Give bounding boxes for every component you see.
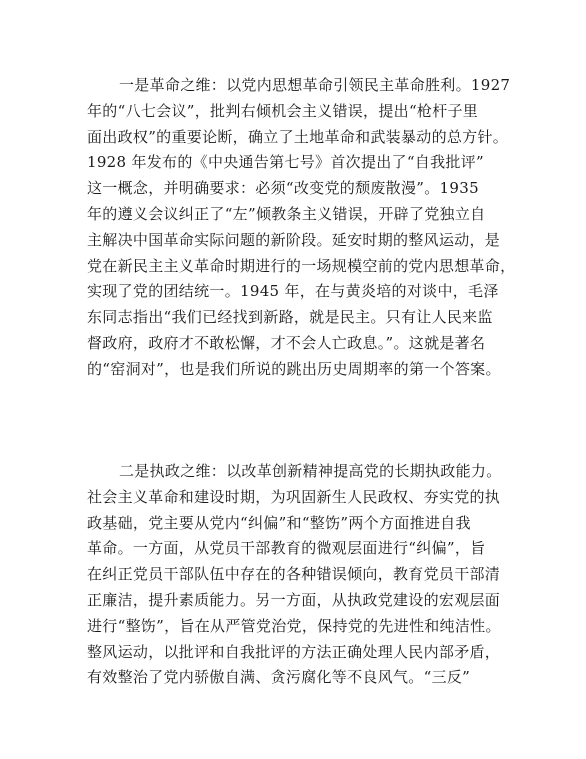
text-line: 1928 年发布的《中央通告第七号》首次提出了“自我批评” — [87, 153, 484, 172]
paragraph-revolution — [87, 73, 527, 383]
text-line: 在纠正党员干部队伍中存在的各种错误倾向，教育党员干部清 — [87, 565, 501, 584]
text-line: 革命。一方面，从党员干部教育的微观层面进行“纠偏”，旨 — [87, 539, 486, 558]
text-line: 的“窑洞对”，也是我们所说的跳出历史周期率的第一个答案。 — [87, 359, 501, 378]
text-line: 实现了党的团结统一。1945 年，在与黄炎培的对谈中，毛泽 — [87, 282, 499, 301]
text-line: 政基础，党主要从党内“纠偏”和“整饬”两个方面推进自我 — [87, 513, 471, 532]
paragraph-governance — [87, 459, 527, 691]
text-line: 进行“整饬”，旨在从严管党治党，保持党的先进性和纯洁性。 — [87, 616, 501, 635]
text-line: 面出政权”的重要论断，确立了土地革命和武装暴动的总方针。 — [87, 127, 509, 146]
text-line: 正廉洁，提升素质能力。另一方面，从执政党建设的宏观层面 — [87, 590, 501, 609]
text-line: 年的遵义会议纠正了“左”倾教条主义错误，开辟了党独立自 — [87, 204, 486, 223]
text-line: 整风运动，以批评和自我批评的方法正确处理人民内部矛盾， — [87, 642, 501, 661]
text-line: 这一概念，并明确要求：必须“改变党的颓废散漫”。1935 — [87, 179, 479, 198]
text-line: 二是执政之维：以改革创新精神提高党的长期执政能力。 — [119, 462, 502, 480]
text-line: 社会主义革命和建设时期，为巩固新生人民政权、夯实党的执 — [87, 487, 501, 506]
text-line: 一是革命之维：以党内思想革命引领民主革命胜利。1927 — [119, 76, 511, 94]
text-line: 有效整治了党内骄傲自满、贪污腐化等不良风气。“三反” — [87, 668, 471, 687]
text-line: 东同志指出“我们已经找到新路，就是民主。只有让人民来监 — [87, 308, 493, 327]
text-line: 督政府，政府才不敢松懈，才不会人亡政息。”。这就是著名 — [87, 333, 486, 352]
text-line: 主解决中国革命实际问题的新阶段。延安时期的整风运动，是 — [87, 230, 501, 249]
text-line: 年的“八七会议”，批判右倾机会主义错误，提出“枪杆子里 — [87, 101, 479, 120]
text-line: 党在新民主主义革命时期进行的一场规模空前的党内思想革命， — [87, 256, 516, 275]
